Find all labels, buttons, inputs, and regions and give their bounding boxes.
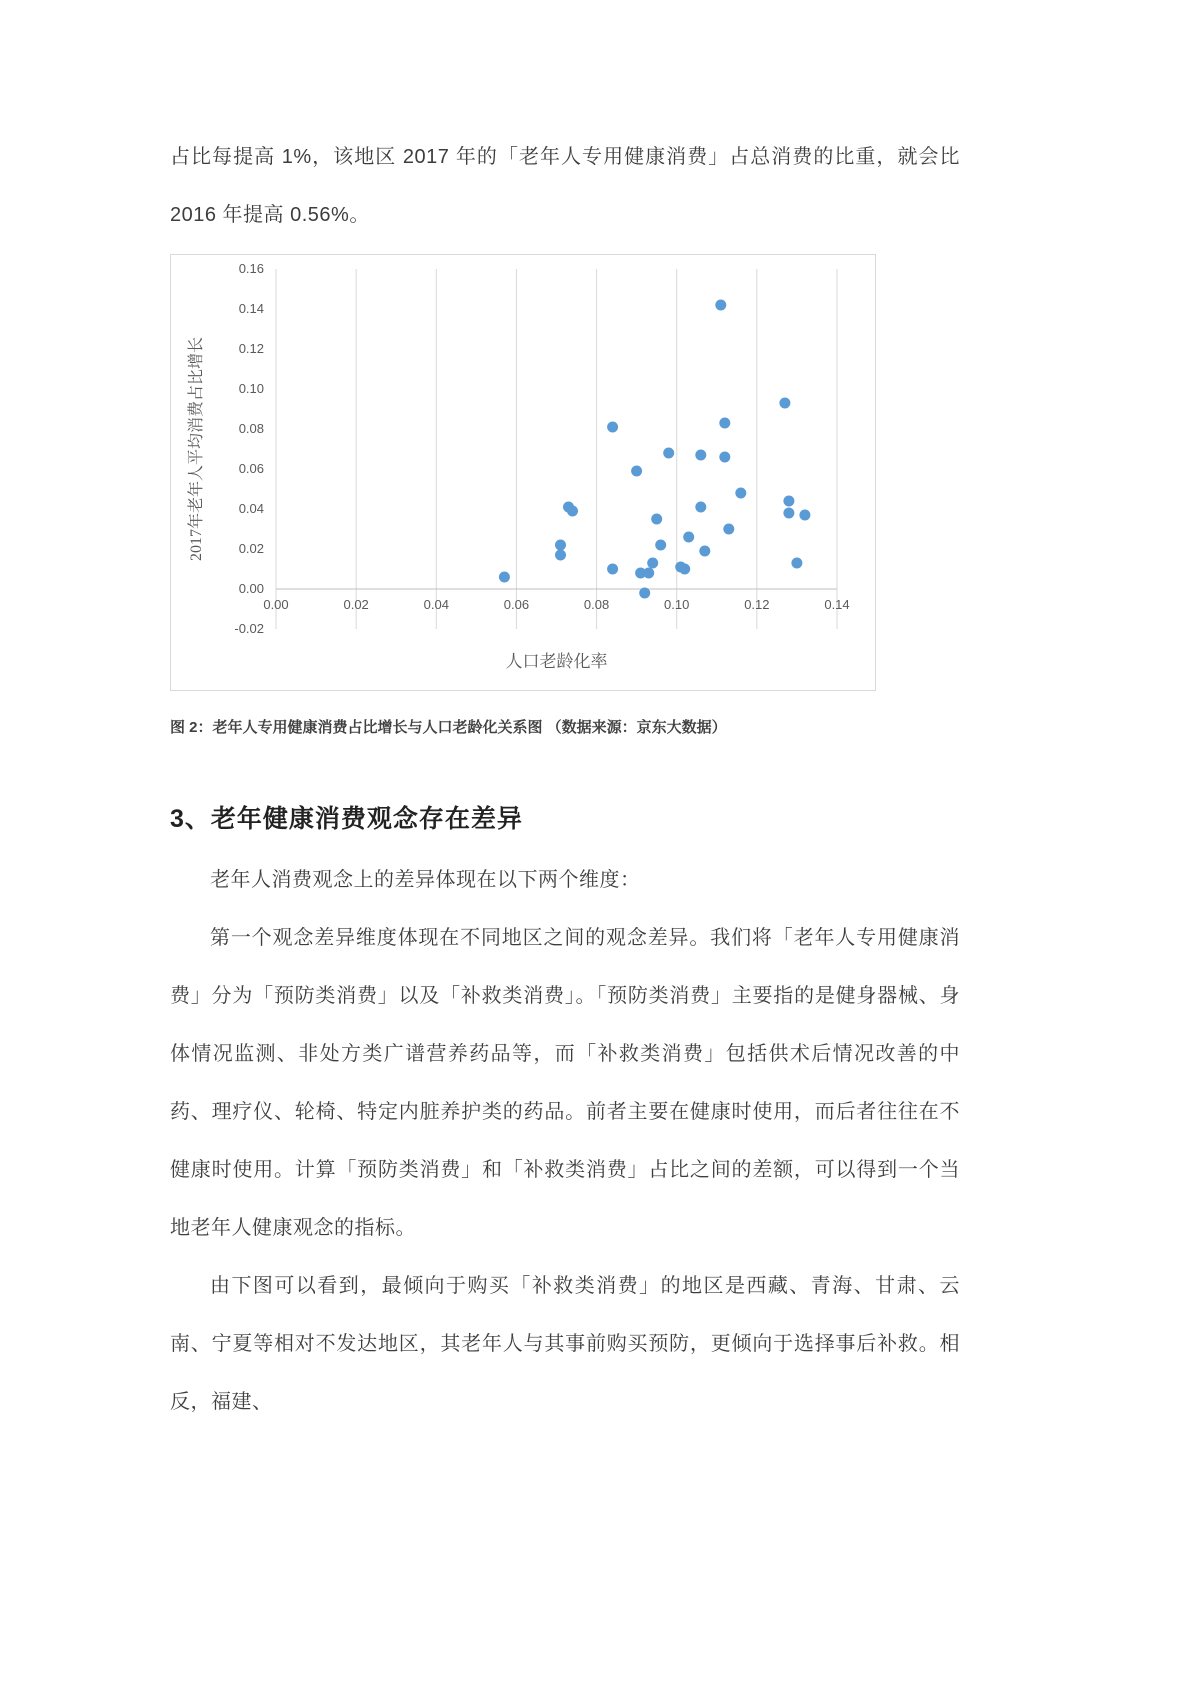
scatter-point	[643, 568, 654, 579]
scatter-point	[791, 558, 802, 569]
paragraph: 老年人消费观念上的差异体现在以下两个维度：	[210, 869, 641, 891]
y-tick-label: 0.06	[238, 461, 264, 476]
scatter-point	[647, 558, 658, 569]
scatter-point	[783, 496, 794, 507]
paragraph: 由下图可以看到，最倾向于购买「补救类消费」的地区是西藏、青海、甘肃、云南、宁夏等相对不发达地区，其老年人与其事前购买预防，更倾向于选择事后补救。相反，福建、	[170, 1275, 960, 1413]
scatter-point	[651, 514, 662, 525]
scatter-point	[555, 540, 566, 551]
scatter-point	[735, 488, 746, 499]
x-tick-label: 0.14	[824, 597, 850, 612]
x-tick-label: 0.02	[343, 597, 369, 612]
scatter-chart-svg	[171, 255, 875, 688]
y-tick-label: 0.14	[238, 301, 264, 316]
scatter-point	[699, 546, 710, 557]
section-heading: 3、老年健康消费观念存在差异	[170, 805, 523, 833]
x-axis-title: 人口老龄化率	[505, 652, 608, 671]
scatter-point	[679, 564, 690, 575]
scatter-point	[683, 532, 694, 543]
scatter-point	[723, 524, 734, 535]
scatter-point	[607, 422, 618, 433]
y-tick-label: 0.16	[238, 261, 264, 276]
x-tick-label: 0.00	[263, 597, 289, 612]
y-tick-label: -0.02	[234, 621, 264, 636]
x-tick-label: 0.10	[664, 597, 690, 612]
scatter-point	[715, 300, 726, 311]
scatter-point	[639, 588, 650, 599]
scatter-point	[783, 508, 794, 519]
scatter-point	[555, 550, 566, 561]
scatter-point	[607, 564, 618, 575]
y-tick-label: 0.00	[238, 581, 264, 596]
y-tick-label: 0.02	[238, 541, 264, 556]
scatter-point	[567, 506, 578, 517]
paragraph: 第一个观念差异维度体现在不同地区之间的观念差异。我们将「老年人专用健康消费」分为「预防类消费」以及「补救类消费」。「预防类消费」主要指的是健身器械、身体情况监测、非处方类广谱营养药品等，而「补救类消费」包括供术后情况改善的中药、理疗仪、轮椅、特定内脏养护类的药品。前者主要在健康时使用，而后者往往在不健康时使用。计算「预防类消费」和「补救类消费」占比之间的差额，可以得到一个当地老年人健康观念的指标。	[170, 927, 960, 1239]
document-content	[170, 128, 960, 1431]
figure-caption: 图 2：老年人专用健康消费占比增长与人口老龄化关系图 （数据来源：京东大数据）	[170, 719, 727, 736]
y-tick-label: 0.04	[238, 501, 264, 516]
scatter-point	[695, 450, 706, 461]
scatter-point	[719, 418, 730, 429]
x-tick-label: 0.08	[583, 597, 610, 612]
y-tick-label: 0.10	[238, 381, 264, 396]
scatter-point	[499, 572, 510, 583]
y-axis-title: 2017年老年人平均消费占比增长	[188, 336, 205, 562]
intro-paragraph: 占比每提高 1%，该地区 2017 年的「老年人专用健康消费」占总消费的比重，就会比 2016 年提高 0.56%。	[170, 146, 960, 226]
scatter-point	[695, 502, 706, 513]
scatter-point	[779, 398, 790, 409]
y-tick-label: 0.12	[238, 341, 264, 356]
x-tick-label: 0.12	[744, 597, 770, 612]
y-tick-label: 0.08	[238, 421, 264, 436]
figure-2-chart	[170, 254, 876, 691]
scatter-point	[663, 448, 674, 459]
x-tick-label: 0.06	[503, 597, 530, 612]
x-tick-label: 0.04	[423, 597, 449, 612]
scatter-point	[655, 540, 666, 551]
scatter-point	[719, 452, 730, 463]
scatter-point	[631, 466, 642, 477]
scatter-point	[799, 510, 810, 521]
